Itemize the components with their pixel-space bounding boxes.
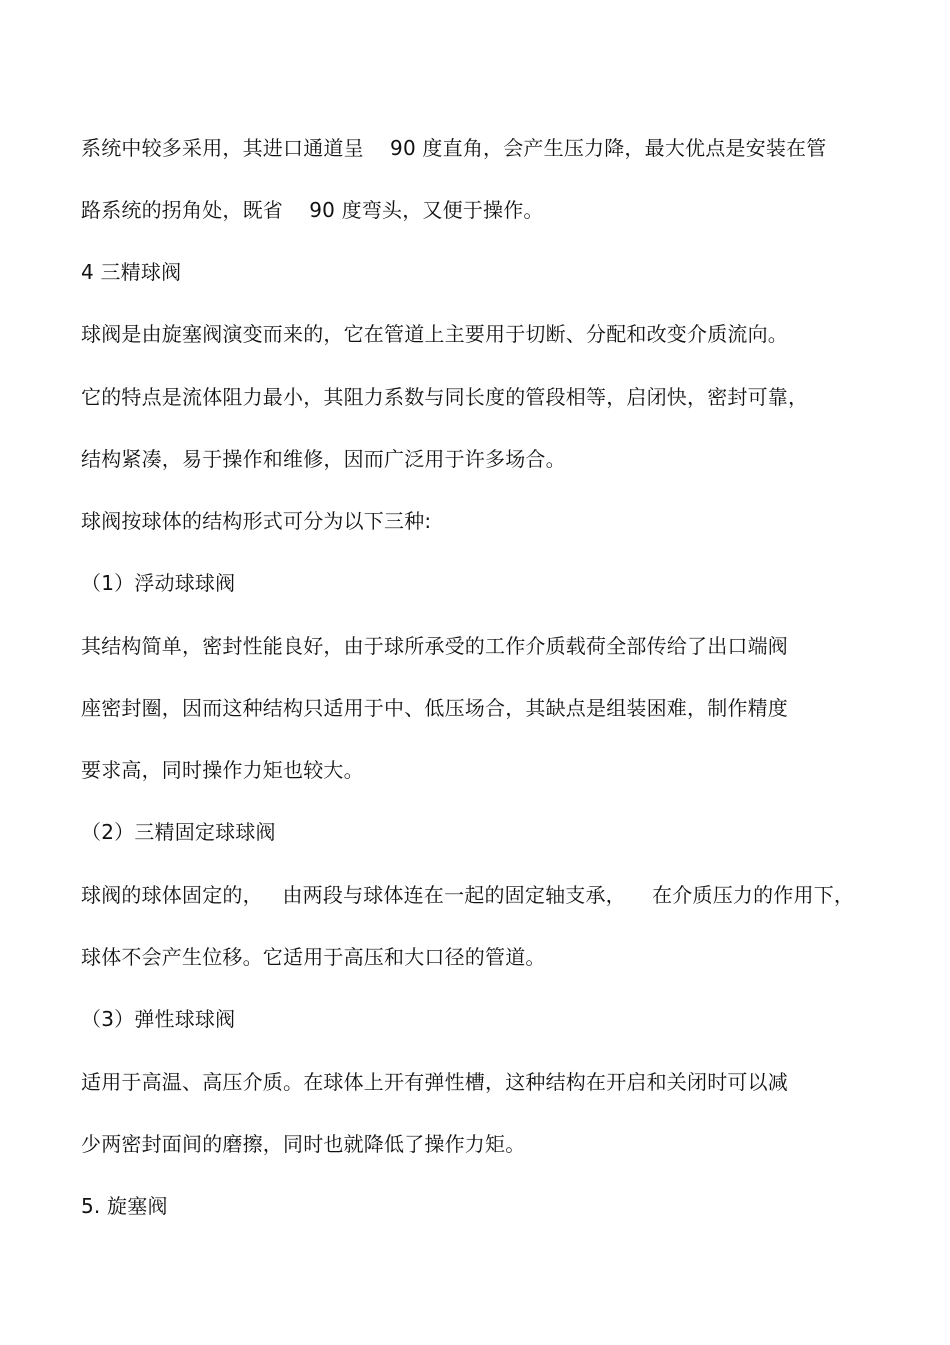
- paragraph-line: 结构紧凑，易于操作和维修，因而广泛用于许多场合。: [81, 447, 566, 471]
- paragraph-line: 其结构简单，密封性能良好，由于球所承受的工作介质载荷全部传给了出口端阀: [81, 634, 788, 658]
- paragraph-line: 要求高，同时操作力矩也较大。: [81, 758, 364, 782]
- paragraph-line: 适用于高温、高压介质。在球体上开有弹性槽，这种结构在开启和关闭时可以减: [81, 1070, 788, 1094]
- paragraph-line: 少两密封面间的磨擦，同时也就降低了操作力矩。: [81, 1132, 526, 1156]
- paragraph-line: 系统中较多采用，其进口通道呈 90 度直角，会产生压力降，最大优点是安装在管: [81, 136, 827, 160]
- paragraph-line: 球体不会产生位移。它适用于高压和大口径的管道。: [81, 945, 546, 969]
- paragraph-line: 它的特点是流体阻力最小，其阻力系数与同长度的管段相等，启闭快，密封可靠，: [81, 385, 809, 409]
- subsection-heading: （2）三精固定球球阀: [81, 820, 276, 844]
- paragraph-line: 路系统的拐角处，既省 90 度弯头，又便于操作。: [81, 198, 544, 222]
- section-heading: 5. 旋塞阀: [81, 1194, 168, 1218]
- paragraph-line: 球阀按球体的结构形式可分为以下三种:: [81, 509, 432, 533]
- subsection-heading: （3）弹性球球阀: [81, 1007, 236, 1031]
- subsection-heading: （1）浮动球球阀: [81, 571, 236, 595]
- paragraph-line: 球阀的球体固定的， 由两段与球体连在一起的固定轴支承， 在介质压力的作用下，: [81, 883, 855, 907]
- paragraph-line: 球阀是由旋塞阀演变而来的，它在管道上主要用于切断、分配和改变介质流向。: [81, 322, 788, 346]
- section-heading: 4 三精球阀: [81, 260, 182, 284]
- paragraph-line: 座密封圈，因而这种结构只适用于中、低压场合，其缺点是组装困难，制作精度: [81, 696, 788, 720]
